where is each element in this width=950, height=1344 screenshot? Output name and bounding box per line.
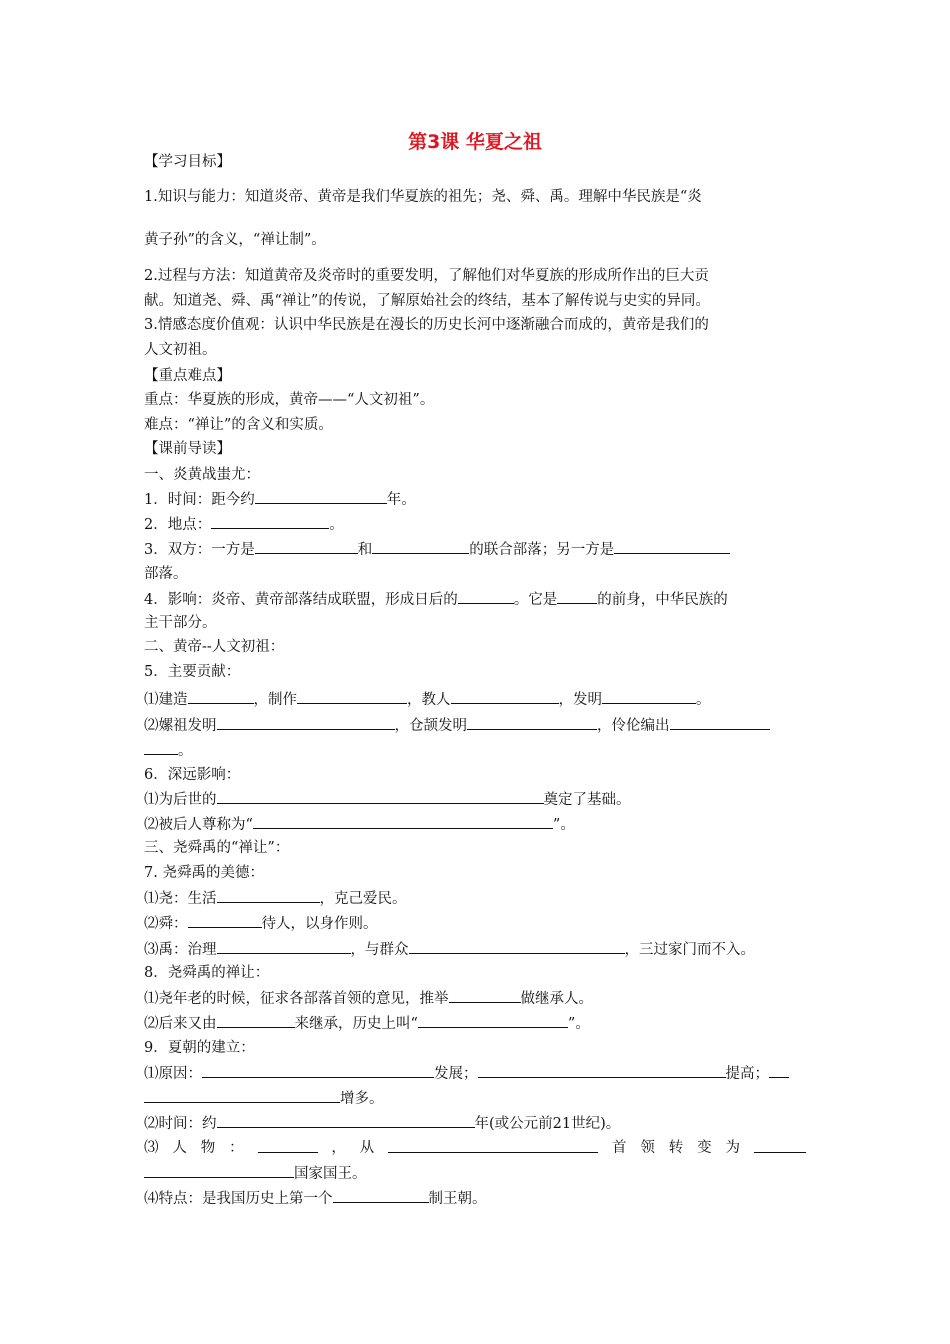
question-7-1: ⑴尧：生活 ，克己爱民。 <box>144 888 407 909</box>
question-9: 9．夏朝的建立： <box>144 1040 255 1056</box>
question-3-cont: 部落。 <box>144 566 188 582</box>
blank-field[interactable] <box>211 514 329 529</box>
question-8-2: ⑵后来又由 来继承，历史上叫“ ”。 <box>144 1013 590 1034</box>
keypoints-heading: 【重点难点】 <box>144 368 231 384</box>
blank-field[interactable] <box>144 1088 340 1103</box>
blank-field[interactable] <box>557 589 597 604</box>
question-4: 4．影响：炎帝、黄帝部落结成联盟，形成日后的 。它是 的前身，中华民族的 <box>144 589 728 610</box>
question-5-2-cont: 。 <box>144 740 193 761</box>
key-point: 重点：华夏族的形成，黄帝——“人文初祖”。 <box>144 392 435 408</box>
objective-3-line1: 3.情感态度价值观：认识中华民族是在漫长的历史长河中逐渐融合而成的，黄帝是我们的 <box>144 317 709 333</box>
question-5: 5．主要贡献： <box>144 664 241 680</box>
blank-field[interactable] <box>467 715 597 730</box>
question-4-cont: 主干部分。 <box>144 615 217 631</box>
question-7-2: ⑵舜： 待人，以身作则。 <box>144 913 378 934</box>
question-5-1: ⑴建造 ，制作 ，教人 ，发明 。 <box>144 689 711 710</box>
question-9-1: ⑴原因： 发展； 提高； <box>144 1063 789 1084</box>
blank-field[interactable] <box>297 689 407 704</box>
blank-field[interactable] <box>217 1113 475 1128</box>
objective-1-line1: 1.知识与能力：知道炎帝、黄帝是我们华夏族的祖先；尧、舜、禹。理解中华民族是“炎 <box>144 189 702 205</box>
question-7-3: ⑶禹：治理 ，与群众 ，三过家门而不入。 <box>144 939 755 960</box>
objective-1-line2: 黄子孙”的含义，“禅让制”。 <box>144 232 326 248</box>
objective-2-line1: 2.过程与方法：知道黄帝及炎帝时的重要发明，了解他们对华夏族的形成所作出的巨大贡 <box>144 268 709 284</box>
blank-field[interactable] <box>217 939 351 954</box>
objectives-heading: 【学习目标】 <box>144 154 231 170</box>
blank-field[interactable] <box>217 789 544 804</box>
question-2: 2．地点： 。 <box>144 514 344 535</box>
question-1: 1．时间：距今约 年。 <box>144 489 416 510</box>
question-6-2: ⑵被后人尊称为“ ”。 <box>144 814 575 835</box>
blank-field[interactable] <box>144 740 178 755</box>
question-9-1-cont: 增多。 <box>144 1088 384 1109</box>
objective-3-line2: 人文初祖。 <box>144 342 217 358</box>
blank-field[interactable] <box>449 988 521 1003</box>
question-9-3: ⑶ 人 物 ： ， 从 首 领 转 变 为 <box>144 1138 806 1158</box>
blank-field[interactable] <box>217 715 395 730</box>
blank-field[interactable] <box>458 589 514 604</box>
blank-field[interactable] <box>202 1063 434 1078</box>
blank-field[interactable] <box>769 1063 789 1078</box>
section-1-title: 一、炎黄战蚩尤： <box>144 467 260 483</box>
difficult-point: 难点：“禅让”的含义和实质。 <box>144 417 333 433</box>
blank-field[interactable] <box>255 489 387 504</box>
blank-field[interactable] <box>188 913 262 928</box>
question-9-3-cont: 国家国王。 <box>144 1163 367 1184</box>
blank-field[interactable] <box>602 689 696 704</box>
question-9-4: ⑷特点：是我国历史上第一个 制王朝。 <box>144 1188 487 1209</box>
question-9-2: ⑵时间：约 年(或公元前21世纪)。 <box>144 1113 620 1134</box>
blank-field[interactable] <box>253 814 553 829</box>
blank-field[interactable] <box>188 689 254 704</box>
question-7: 7. 尧舜禹的美德： <box>144 865 264 881</box>
blank-field[interactable] <box>333 1188 429 1203</box>
question-6: 6．深远影响： <box>144 767 241 783</box>
section-2-title: 二、黄帝--人文初祖： <box>144 639 285 655</box>
blank-field[interactable] <box>451 689 559 704</box>
blank-field[interactable] <box>754 1138 806 1153</box>
blank-field[interactable] <box>372 539 469 554</box>
guide-heading: 【课前导读】 <box>144 441 231 457</box>
objective-2-line2: 献。知道尧、舜、禹“禅让”的传说，了解原始社会的终结，基本了解传说与史实的异同。 <box>144 293 710 309</box>
question-8: 8．尧舜禹的禅让： <box>144 965 270 981</box>
question-6-1: ⑴为后世的 奠定了基础。 <box>144 789 631 810</box>
blank-field[interactable] <box>217 1013 295 1028</box>
question-5-2: ⑵嫘祖发明 ，仓颉发明 ，伶伦编出 <box>144 715 770 736</box>
question-8-1: ⑴尧年老的时候，征求各部落首领的意见，推举 做继承人。 <box>144 988 593 1009</box>
page-title: 第3课 华夏之祖 <box>408 131 542 153</box>
blank-field[interactable] <box>409 939 625 954</box>
blank-field[interactable] <box>418 1013 568 1028</box>
blank-field[interactable] <box>258 1138 318 1153</box>
blank-field[interactable] <box>614 539 730 554</box>
blank-field[interactable] <box>388 1138 598 1153</box>
section-3-title: 三、尧舜禹的“禅让”： <box>144 840 290 856</box>
blank-field[interactable] <box>144 1163 294 1178</box>
blank-field[interactable] <box>217 888 320 903</box>
question-3: 3．双方：一方是 和 的联合部落；另一方是 <box>144 539 730 560</box>
blank-field[interactable] <box>255 539 358 554</box>
blank-field[interactable] <box>670 715 770 730</box>
blank-field[interactable] <box>478 1063 726 1078</box>
